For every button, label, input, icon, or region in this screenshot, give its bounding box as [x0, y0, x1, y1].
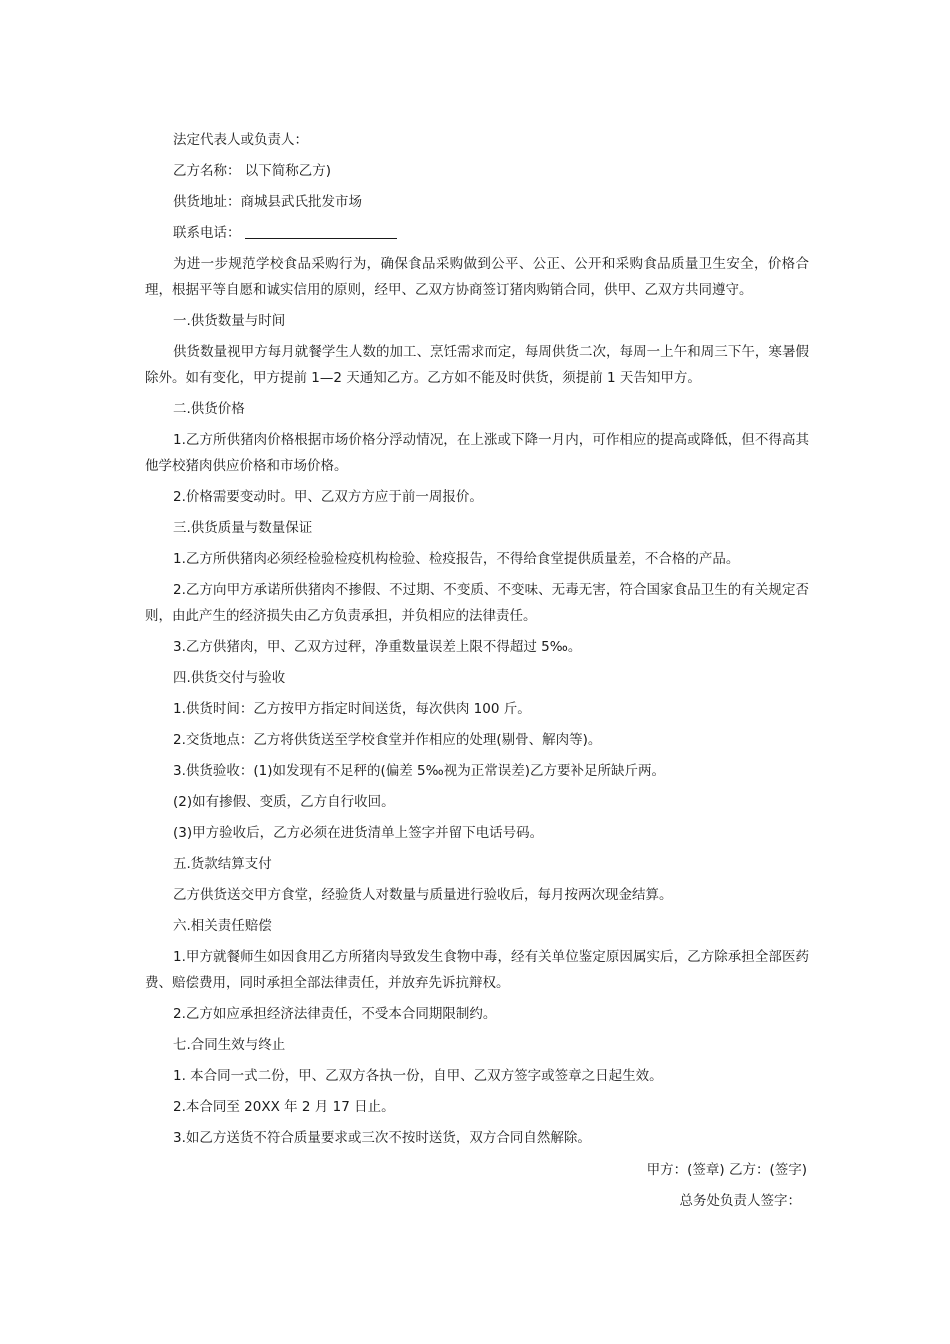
section-6-paragraph-1: 1.甲方就餐师生如因食用乙方所猪肉导致发生食物中毒，经有关单位鉴定原因属实后，乙方除承担全部医药费、赔偿费用，同时承担全部法律责任，并放弃先诉抗辩权。: [145, 949, 809, 991]
phone-blank: [245, 224, 397, 239]
supply-address-line: 供货地址：商城县武氏批发市场: [173, 194, 362, 210]
section-4-paragraph-5: (3)甲方验收后，乙方必须在进货清单上签字并留下电话号码。: [173, 825, 544, 841]
section-5-title: 五.货款结算支付: [173, 856, 272, 872]
phone-label: 联系电话：: [173, 225, 241, 241]
section-7-paragraph-2: 2.本合同至 20XX 年 2 月 17 日止。: [173, 1099, 395, 1115]
section-4-paragraph-3: 3.供货验收：(1)如发现有不足秤的(偏差 5‰视为正常误差)乙方要补足所缺斤两。: [173, 763, 666, 779]
section-2-paragraph-1: 1.乙方所供猪肉价格根据市场价格分浮动情况，在上涨或下降一月内，可作相应的提高或降低，但不得高其他学校猪肉供应价格和市场价格。: [145, 432, 809, 474]
section-2-title: 二.供货价格: [173, 401, 245, 417]
section-4-paragraph-2: 2.交货地点：乙方将供货送至学校食堂并作相应的处理(剔骨、解肉等)。: [173, 732, 602, 748]
section-1-paragraph-1: 供货数量视甲方每月就餐学生人数的加工、烹饪需求而定，每周供货二次，每周一上午和周三下午，寒暑假除外。如有变化，甲方提前 1—2 天通知乙方。乙方如不能及时供货，须提前 1 天告知甲方。: [145, 344, 809, 386]
signature-line-general-affairs: 总务处负责人签字：: [679, 1193, 801, 1209]
section-2-paragraph-2: 2.价格需要变动时。甲、乙双方方应于前一周报价。: [173, 489, 483, 505]
preamble-paragraph: 为进一步规范学校食品采购行为，确保食品采购做到公平、公正、公开和采购食品质量卫生安全，价格合理，根据平等自愿和诚实信用的原则，经甲、乙双方协商签订猪肉购销合同，供甲、乙双方共同遵守。: [145, 256, 809, 298]
section-3-title: 三.供货质量与数量保证: [173, 520, 313, 536]
section-4-paragraph-4: (2)如有掺假、变质，乙方自行收回。: [173, 794, 395, 810]
section-4-paragraph-1: 1.供货时间：乙方按甲方指定时间送货，每次供肉 100 斤。: [173, 701, 531, 717]
phone-line: [145, 220, 809, 246]
section-6-paragraph-2: 2.乙方如应承担经济法律责任，不受本合同期限制约。: [173, 1006, 497, 1022]
contract-body: [145, 127, 809, 1219]
section-4-title: 四.供货交付与验收: [173, 670, 286, 686]
section-7-paragraph-3: 3.如乙方送货不符合质量要求或三次不按时送货，双方合同自然解除。: [173, 1130, 591, 1146]
section-5-paragraph-1: 乙方供货送交甲方食堂，经验货人对数量与质量进行验收后，每月按两次现金结算。: [173, 887, 673, 903]
legal-rep-line: 法定代表人或负责人：: [173, 132, 308, 148]
section-3-paragraph-2: 2.乙方向甲方承诺所供猪肉不掺假、不过期、不变质、不变味、无毒无害，符合国家食品卫生的有关规定否则，由此产生的经济损失由乙方负责承担，并负相应的法律责任。: [145, 582, 809, 624]
section-6-title: 六.相关责任赔偿: [173, 918, 272, 934]
section-7-title: 七.合同生效与终止: [173, 1037, 286, 1053]
section-3-paragraph-3: 3.乙方供猪肉，甲、乙双方过秤，净重数量误差上限不得超过 5‰。: [173, 639, 582, 655]
section-3-paragraph-1: 1.乙方所供猪肉必须经检验检疫机构检验、检疫报告，不得给食堂提供质量差，不合格的产品。: [173, 551, 740, 567]
section-1-title: 一.供货数量与时间: [173, 313, 286, 329]
signature-line-parties: 甲方：(签章) 乙方：(签字): [646, 1162, 807, 1178]
party-b-name-line: 乙方名称： 以下简称乙方): [173, 163, 332, 179]
section-7-paragraph-1: 1. 本合同一式二份，甲、乙双方各执一份，自甲、乙双方签字或签章之日起生效。: [173, 1068, 663, 1084]
